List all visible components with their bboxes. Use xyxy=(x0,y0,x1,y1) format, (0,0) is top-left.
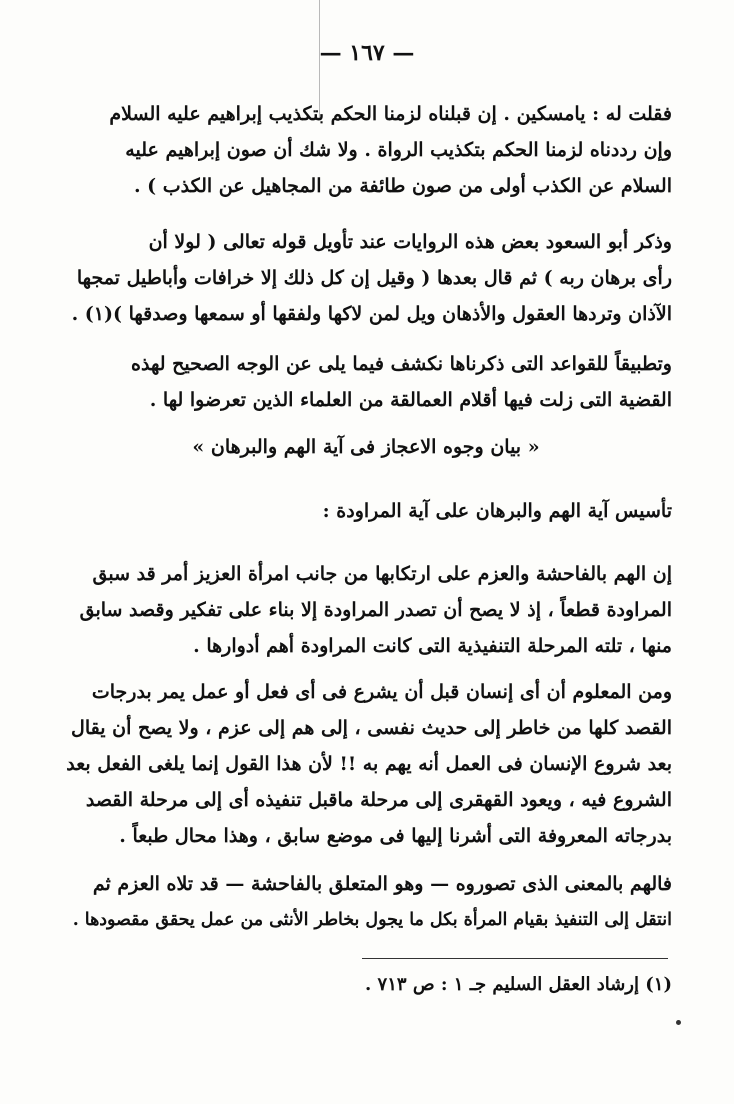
text-line: بدرجاته المعروفة التى أشرنا إليها فى موضع سابق ، وهذا محال طبعاً . xyxy=(119,825,672,847)
text-line: رأى برهان ربه ) ثم قال بعدها ( وقيل إن كل ذلك إلا خرافات وأباطيل تمجها xyxy=(76,267,672,289)
text-line: انتقل إلى التنفيذ بقيام المرأة بكل ما يجول بخاطر الأنثى من عمل يحقق مقصودها . xyxy=(72,910,672,930)
text-line: منها ، تلته المرحلة التنفيذية التى كانت المراودة أهم أدوارها . xyxy=(193,635,672,657)
paragraph-6 xyxy=(60,866,672,938)
text-line: فالهم بالمعنى الذى تصوروه — وهو المتعلق بالفاحشة — قد تلاه العزم ثم xyxy=(92,873,672,895)
text-line: المراودة قطعاً ، إذ لا يصح أن تصدر المراودة إلا بناء على تفكير وقصد سابق xyxy=(79,599,672,621)
text-line: القضية التى زلت فيها أقلام العمالقة من العلماء الذين تعرضوا لها . xyxy=(149,389,672,411)
paragraph-1 xyxy=(60,96,672,204)
paragraph-4 xyxy=(60,556,672,664)
text-line: فقلت له : يامسكين . إن قبلناه لزمنا الحكم بتكذيب إبراهيم عليه السلام xyxy=(109,103,672,125)
paragraph-5 xyxy=(60,674,672,854)
text-line: بعد شروع الإنسان فى العمل أنه يهم به !! لأن هذا القول إنما يلغى الفعل بعد xyxy=(66,753,672,775)
subheading: تأسيس آية الهم والبرهان على آية المراودة : xyxy=(322,500,672,522)
text-line: وذكر أبو السعود بعض هذه الروايات عند تأويل قوله تعالى ( لولا أن xyxy=(148,231,672,253)
text-line: وتطبيقاً للقواعد التى ذكرناها نكشف فيما يلى عن الوجه الصحيح لهذه xyxy=(131,353,672,375)
text-line: القصد كلها من خاطر إلى حديث نفسى ، إلى هم إلى عزم ، ولا يصح أن يقال xyxy=(71,717,672,739)
text-line: ومن المعلوم أن أى إنسان قبل أن يشرع فى أى فعل أو عمل يمر بدرجات xyxy=(91,681,672,703)
paragraph-3 xyxy=(60,346,672,418)
text-line: السلام عن الكذب أولى من صون طائفة من المجاهيل عن الكذب ) . xyxy=(133,175,672,197)
text-line: إن الهم بالفاحشة والعزم على ارتكابها من جانب امرأة العزيز أمر قد سبق xyxy=(92,563,672,585)
text-line: الآذان وتردها العقول والأذهان ويل لمن لاكها ولفقها أو سمعها وصدقها )(١) . xyxy=(71,303,672,325)
text-line: الشروع فيه ، ويعود القهقرى إلى مرحلة ماقبل تنفيذه أى إلى مرحلة القصد xyxy=(85,789,672,811)
section-title: « بيان وجوه الاعجاز فى آية الهم والبرهان » xyxy=(192,436,540,458)
paragraph-2 xyxy=(60,224,672,332)
page-number: — ١٦٧ — xyxy=(319,40,415,66)
footnote-divider xyxy=(362,958,668,959)
footnote: (١) إرشاد العقل السليم جـ ١ : ص ٧١٣ . xyxy=(364,974,672,995)
ink-dot xyxy=(676,1020,681,1025)
text-line: وإن رددناه لزمنا الحكم بتكذيب الرواة . ولا شك أن صون إبراهيم عليه xyxy=(125,139,672,161)
